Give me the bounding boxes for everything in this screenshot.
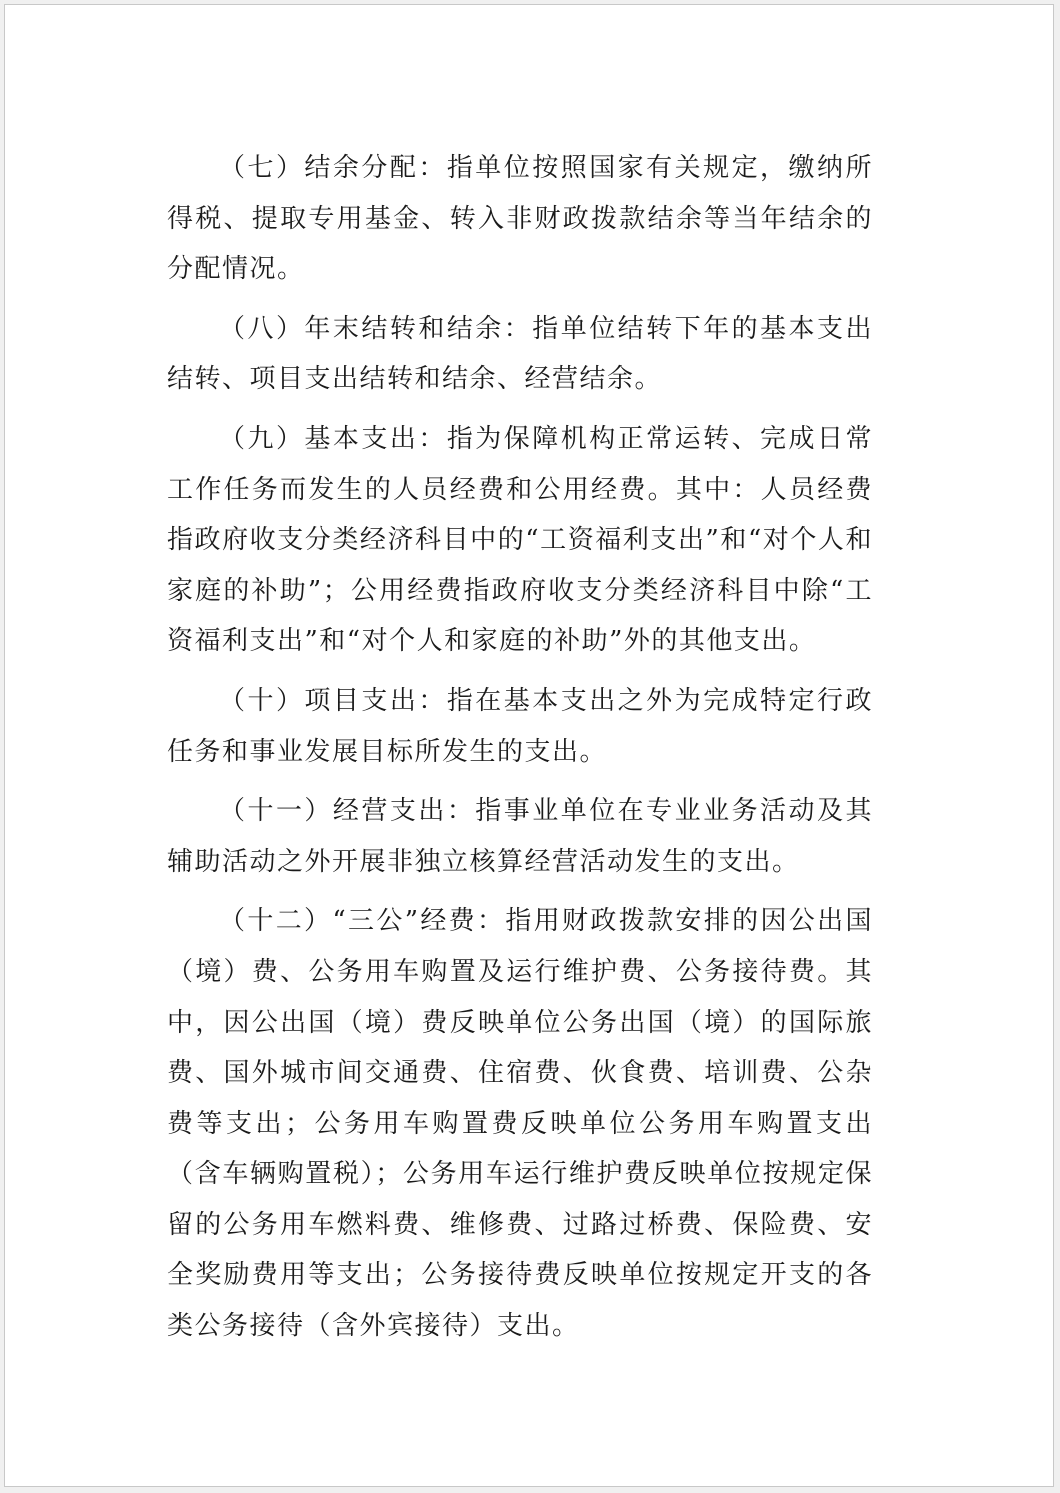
paragraph-three-public-expenses: （十二）“三公”经费：指用财政拨款安排的因公出国（境）费、公务用车购置及运行维护费、公务接待费。其中，因公出国（境）费反映单位公务出国（境）的国际旅费、国外城市间交通费、住宿费、伙食费、培训费、公杂费等支出；公务用车购置费反映单位公务用车购置支出（含车辆购置税）；公务用车运行维护费反映单位按规定保留的公务用车燃料费、维修费、过路过桥费、保险费、安全奖励费用等支出；公务接待费反映单位按规定开支的各类公务接待（含外宾接待）支出。: [167, 906, 873, 1342]
paragraph-operating-expenditure: （十一）经营支出：指事业单位在专业业务活动及其辅助活动之外开展非独立核算经营活动发生的支出。: [167, 796, 873, 877]
document-body: [167, 143, 873, 1361]
paragraph-basic-expenditure: （九）基本支出：指为保障机构正常运转、完成日常工作任务而发生的人员经费和公用经费。其中：人员经费指政府收支分类经济科目中的“工资福利支出”和“对个人和家庭的补助”；公用经费指政府收支分类经济科目中除“工资福利支出”和“对个人和家庭的补助”外的其他支出。: [167, 423, 873, 657]
paragraph-project-expenditure: （十）项目支出：指在基本支出之外为完成特定行政任务和事业发展目标所发生的支出。: [167, 685, 873, 767]
paragraph-year-end-carryover: （八）年末结转和结余：指单位结转下年的基本支出结转、项目支出结转和结余、经营结余。: [167, 313, 873, 395]
paragraph-surplus-distribution: （七）结余分配：指单位按照国家有关规定，缴纳所得税、提取专用基金、转入非财政拨款结余等当年结余的分配情况。: [167, 153, 873, 285]
document-page: [4, 4, 1054, 1487]
